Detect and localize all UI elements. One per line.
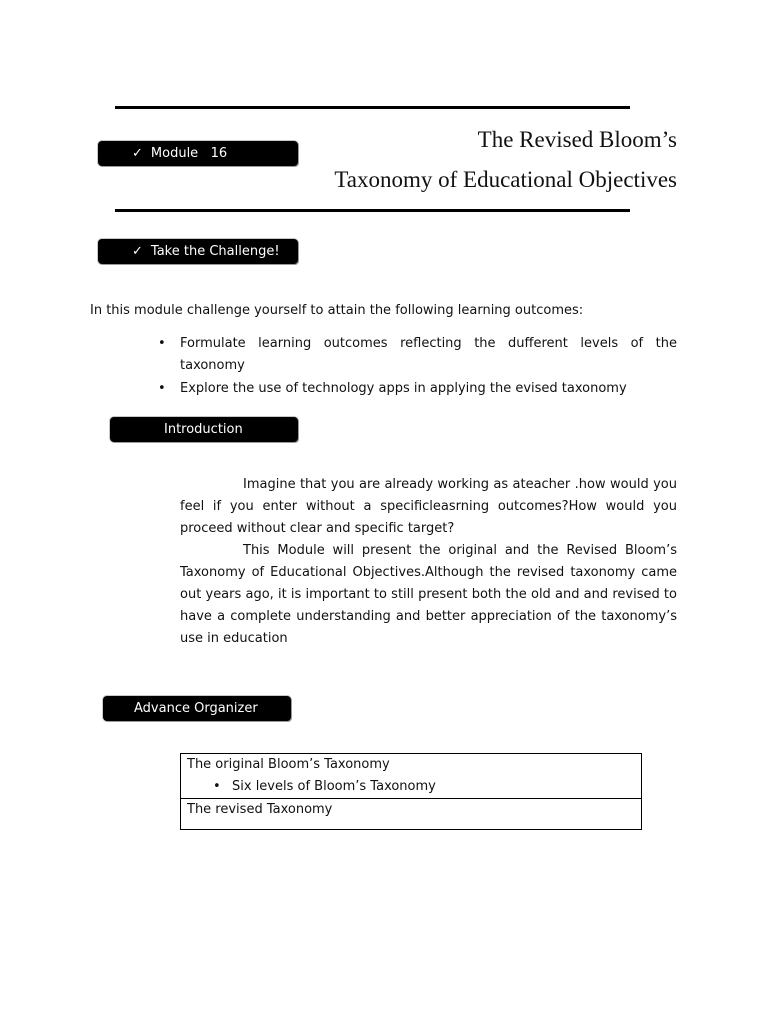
table-cell bbox=[181, 754, 642, 799]
list-item bbox=[158, 378, 677, 400]
advance-organizer-badge-label: Advance Organizer bbox=[134, 701, 258, 716]
table-row bbox=[181, 799, 642, 830]
challenge-badge bbox=[98, 239, 298, 264]
check-icon: ✓ bbox=[132, 244, 143, 259]
table-row bbox=[181, 754, 642, 799]
module-badge bbox=[98, 141, 298, 166]
introduction-paragraph-1 bbox=[180, 474, 677, 540]
outcomes-list bbox=[158, 333, 677, 401]
check-icon: ✓ bbox=[132, 146, 143, 161]
page-title-line2: Taxonomy of Educational Objectives bbox=[334, 167, 677, 192]
introduction-badge-label: Introduction bbox=[164, 422, 243, 437]
list-item bbox=[187, 776, 635, 798]
organizer-row1-text: The original Bloom’s Taxonomy bbox=[187, 757, 390, 772]
challenge-badge-label: Take the Challenge! bbox=[150, 244, 280, 259]
bullet-icon: • bbox=[213, 779, 221, 794]
organizer-table bbox=[180, 753, 642, 830]
introduction-paragraph-1-text: Imagine that you are already working as ateacher .how would you feel if you enter without a specificleasrning outcomes?How would you proceed without clear and specific target? bbox=[180, 477, 677, 536]
page-title-line1: The Revised Bloom’s bbox=[477, 127, 677, 152]
bullet-icon: • bbox=[158, 336, 166, 351]
introduction-paragraph-2-text: This Module will present the original and the Revised Bloom’s Taxonomy of Educational Objectives.Although the revised taxonomy came out years ago, it is important to still present both the old and and revised to have a complete understanding and better appreciation of the taxonomy’s use in education bbox=[180, 543, 677, 646]
list-item bbox=[158, 333, 677, 377]
advance-organizer-badge bbox=[103, 696, 291, 721]
module-badge-label: Module 16 bbox=[150, 146, 228, 161]
organizer-row1-item: Six levels of Bloom’s Taxonomy bbox=[232, 779, 436, 794]
top-rule bbox=[115, 106, 630, 109]
header-bottom-rule bbox=[115, 209, 630, 212]
introduction-badge bbox=[110, 417, 298, 442]
outcome-text: Formulate learning outcomes reflecting the dufferent levels of the taxonomy bbox=[180, 336, 677, 373]
organizer-row2-text: The revised Taxonomy bbox=[187, 802, 333, 817]
outcome-text: Explore the use of technology apps in applying the evised taxonomy bbox=[180, 381, 627, 396]
challenge-intro: In this module challenge yourself to attain the following learning outcomes: bbox=[90, 303, 584, 318]
introduction-paragraph-2 bbox=[180, 540, 677, 650]
bullet-icon: • bbox=[158, 381, 166, 396]
table-cell bbox=[181, 799, 642, 830]
